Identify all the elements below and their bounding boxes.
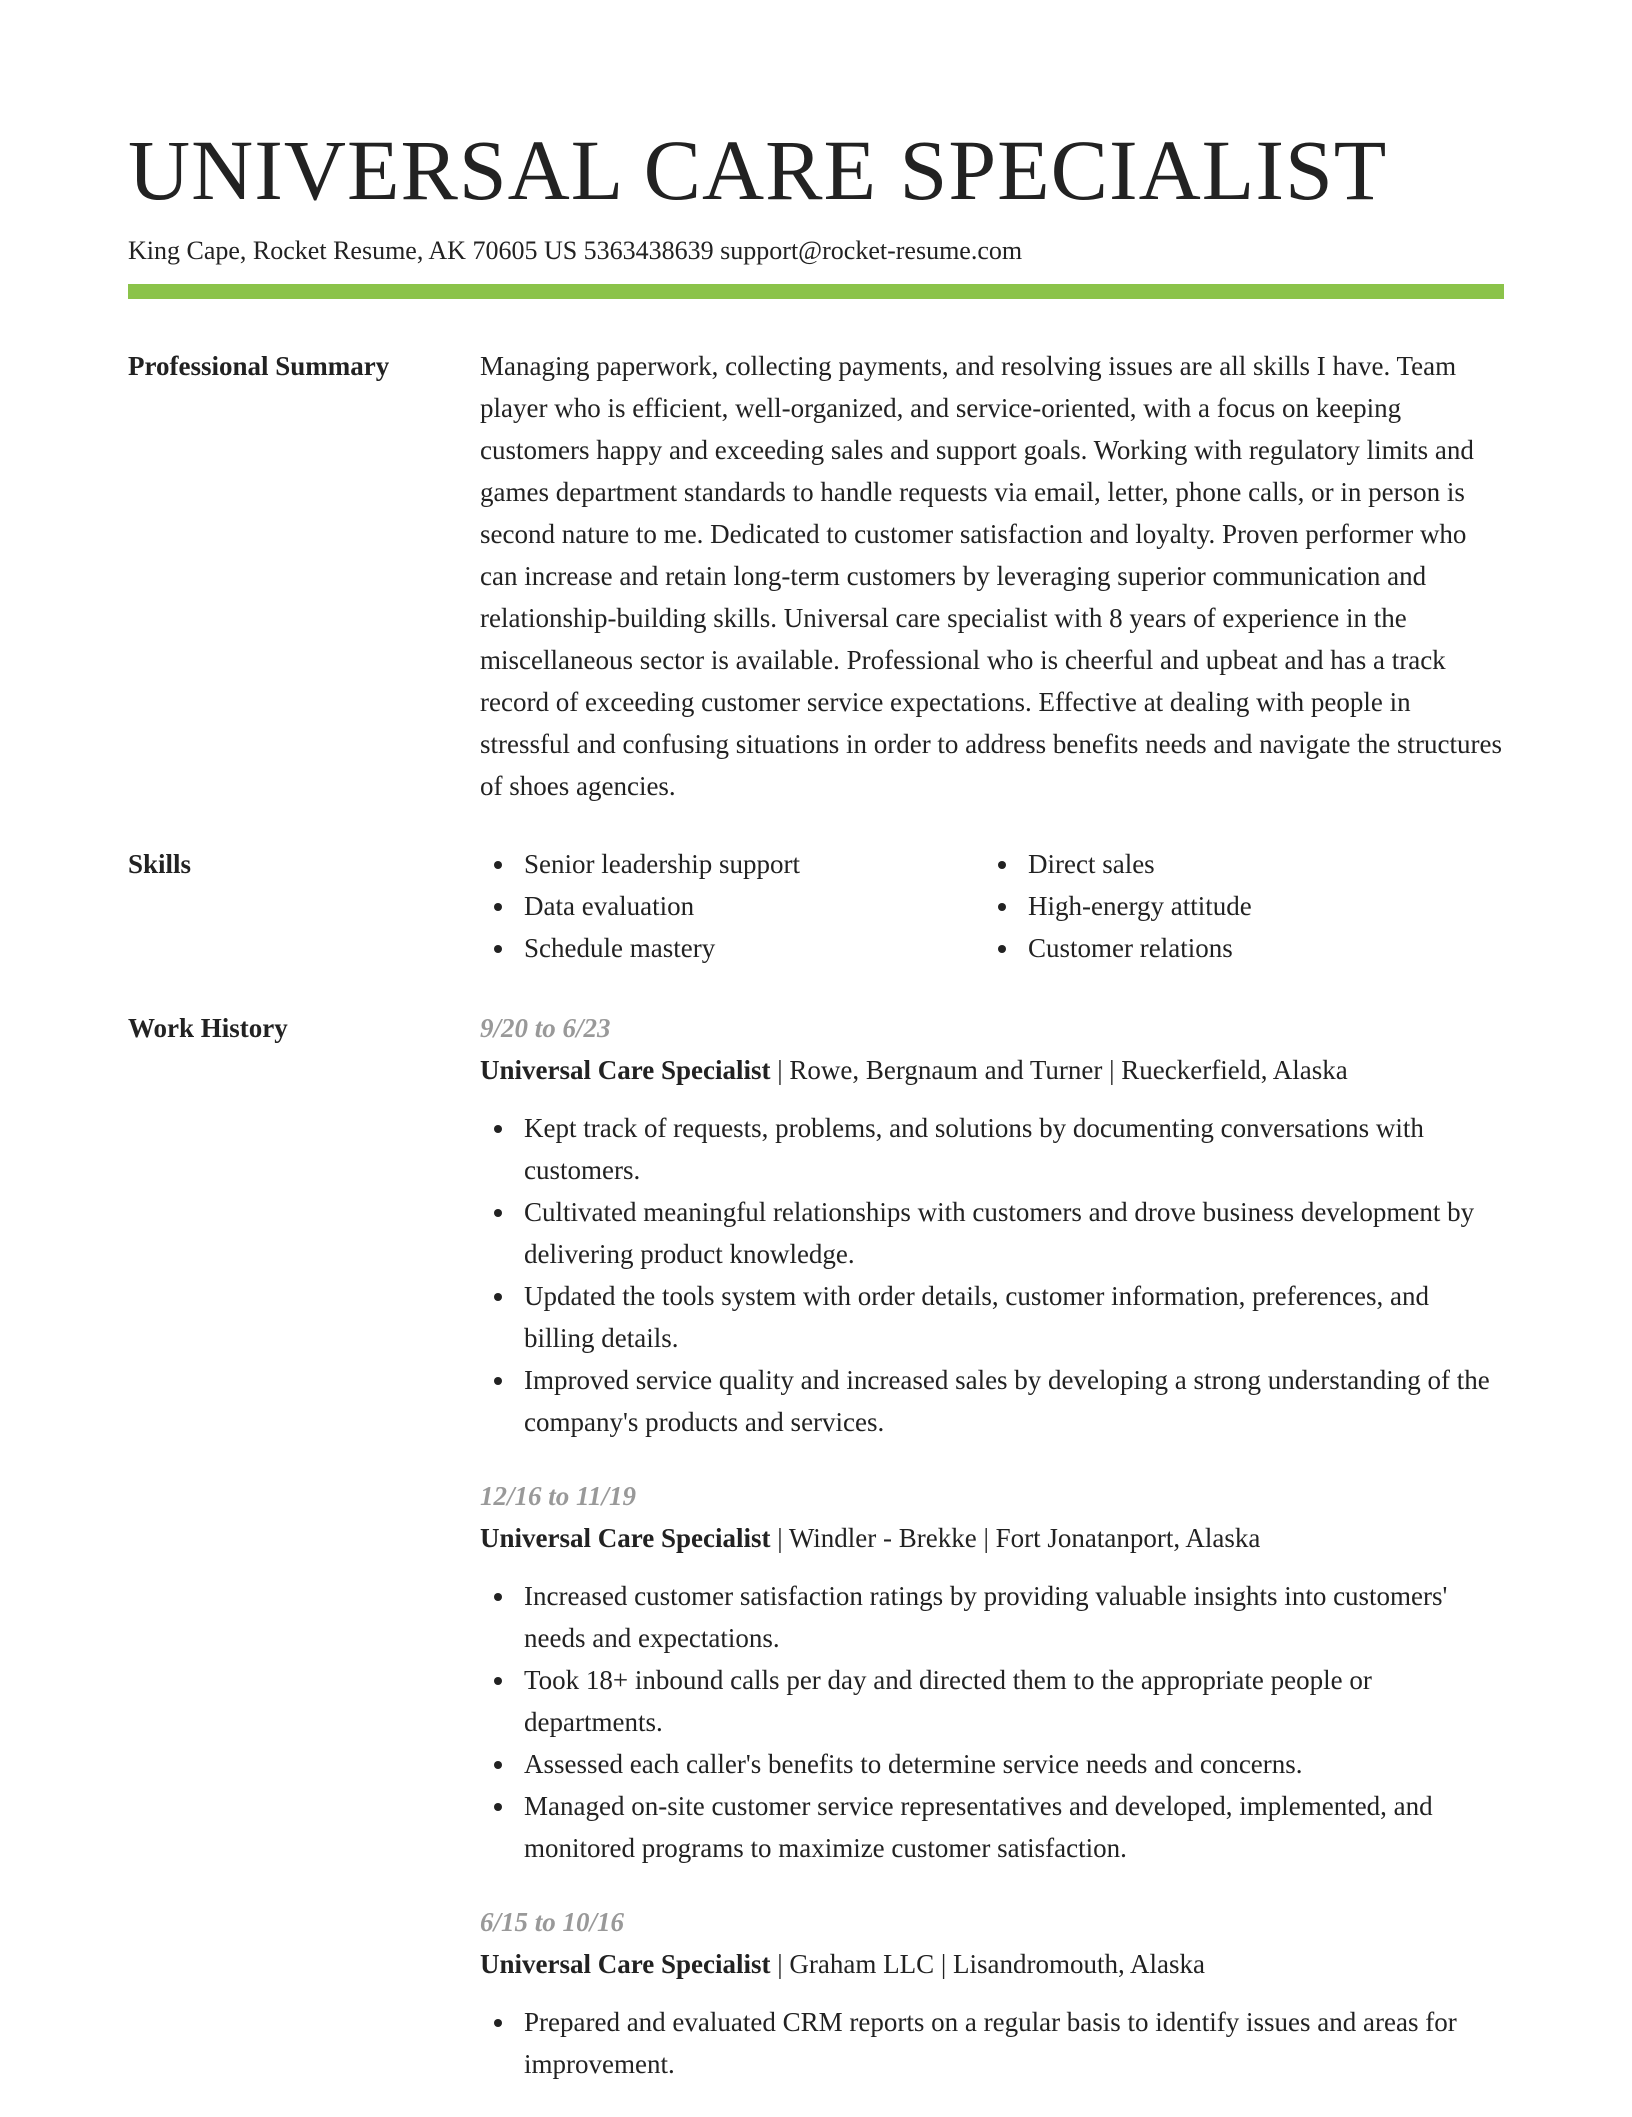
job-bullet: Improved service quality and increased sales by developing a strong understanding of the company's products and services. [480, 1359, 1504, 1443]
summary-text: Managing paperwork, collecting payments, and resolving issues are all skills I have. Team player who is efficient, well-organized, and service-oriented, with a focus on keeping customers happy and exceeding sales and support goals. Working with regulatory limits and games department standards to handle requests via email, letter, phone calls, or in person is second nature to me. Dedicated to customer satisfaction and loyalty. Proven performer who can increase and retain long-term customers by leveraging superior communication and relationship-building skills. Universal care specialist with 8 years of experience in the miscellaneous sector is available. Professional who is cheerful and upbeat and has a track record of exceeding customer service expectations. Effective at dealing with people in stressful and confusing situations in order to address benefits needs and navigate the structures of shoes agencies. [480, 351, 1502, 801]
summary-body [480, 345, 1504, 807]
accent-divider [128, 284, 1504, 299]
job-bullet: Updated the tools system with order details, customer information, preferences, and billing details. [480, 1275, 1504, 1359]
job-bullet: Prepared and evaluated CRM reports on a regular basis to identify issues and areas for improvement. [480, 2001, 1504, 2085]
job-heading [480, 1517, 1504, 1559]
summary-title: Professional Summary [128, 351, 390, 381]
skill-item: Senior leadership support [480, 843, 984, 885]
job-bullet: Managed on-site customer service representatives and developed, implemented, and monitored programs to maximize customer satisfaction. [480, 1785, 1504, 1869]
job-title: Universal Care Specialist [480, 1949, 771, 1979]
job-heading [480, 1049, 1504, 1091]
job-entry [480, 1475, 1504, 1869]
contact-line: King Cape, Rocket Resume, AK 70605 US 5363438639 support@rocket-resume.com [128, 236, 1023, 265]
work-history-section [128, 1013, 1504, 2117]
skills-column-right [984, 843, 1488, 969]
skills-column-left [480, 843, 984, 969]
job-details: | Windler - Brekke | Fort Jonatanport, Alaska [770, 1523, 1261, 1553]
job-title: Universal Care Specialist [480, 1055, 771, 1085]
job-bullets [480, 2001, 1504, 2085]
summary-section [128, 351, 1504, 807]
job-bullets [480, 1107, 1504, 1443]
skill-item: Schedule mastery [480, 927, 984, 969]
work-history-body [480, 1007, 1504, 2117]
skill-item: Customer relations [984, 927, 1488, 969]
job-bullet: Increased customer satisfaction ratings by providing valuable insights into customers' needs and expectations. [480, 1575, 1504, 1659]
job-bullet: Kept track of requests, problems, and solutions by documenting conversations with customers. [480, 1107, 1504, 1191]
job-heading [480, 1943, 1504, 1985]
job-entry [480, 1007, 1504, 1443]
job-bullet: Took 18+ inbound calls per day and directed them to the appropriate people or departments. [480, 1659, 1504, 1743]
skills-section [128, 849, 1504, 969]
skill-item: Data evaluation [480, 885, 984, 927]
job-bullets [480, 1575, 1504, 1869]
resume-name-heading: UNIVERSAL CARE SPECIALIST [128, 122, 1388, 218]
work-history-title: Work History [128, 1013, 288, 1043]
job-details: | Rowe, Bergnaum and Turner | Rueckerfield, Alaska [770, 1055, 1348, 1085]
job-details: | Graham LLC | Lisandromouth, Alaska [770, 1949, 1205, 1979]
skill-item: Direct sales [984, 843, 1488, 885]
job-bullet: Cultivated meaningful relationships with customers and drove business development by delivering product knowledge. [480, 1191, 1504, 1275]
skills-title: Skills [128, 849, 192, 879]
job-dates: 6/15 to 10/16 [480, 1907, 625, 1937]
skill-item: High-energy attitude [984, 885, 1488, 927]
skills-grid [480, 843, 1504, 969]
job-entry [480, 1901, 1504, 2085]
job-bullet: Assessed each caller's benefits to determine service needs and concerns. [480, 1743, 1504, 1785]
resume-page [128, 118, 1504, 2117]
job-title: Universal Care Specialist [480, 1523, 771, 1553]
job-dates: 12/16 to 11/19 [480, 1481, 637, 1511]
job-dates: 9/20 to 6/23 [480, 1013, 611, 1043]
